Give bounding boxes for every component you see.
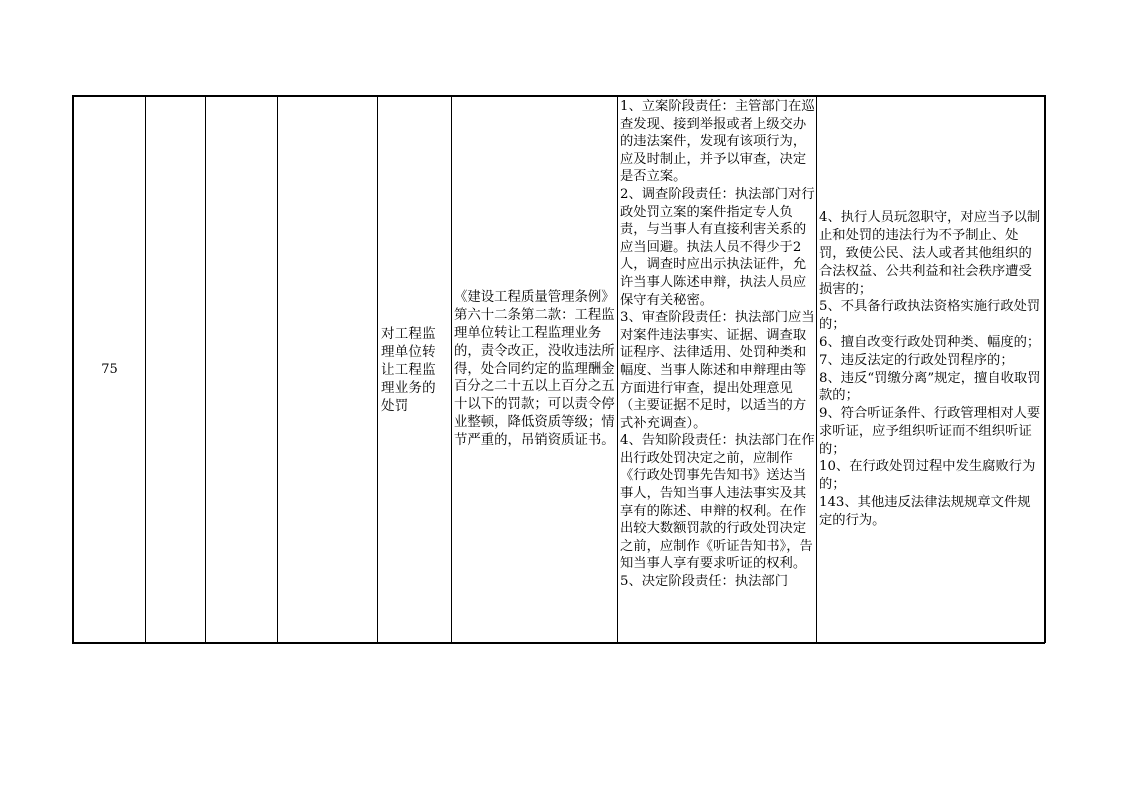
row-number: 75 (101, 361, 118, 377)
table-bottom-border (72, 642, 1045, 644)
item-name-cell (379, 97, 451, 642)
legal-basis-cell (452, 97, 617, 642)
empty-cell-3 (206, 97, 277, 642)
accountability-cell (817, 97, 1044, 642)
row-number-cell (74, 97, 145, 642)
col-divider-4 (377, 95, 378, 643)
responsibility-text: 1、立案阶段责任：主管部门在巡查发现、接到举报或者上级交办的违法案件，发现有该项行为，应及时制止，并予以审查，决定是否立案。 2、调查阶段责任：执法部门对行政处罚立案的案件指定专人负责，与当事人有直接利害关系的应当回避。执法人员不得少于2人，调查时应出示执法证件，允许当事人陈述申辩，执法人员应保守有关秘密。 3、审查阶段责任：执法部门应当对案件违法事实、证据、调查取证程序、法律适用、处罚种类和幅度、当事人陈述和申辩理由等方面进行审查，提出处理意见（主要证据不足时，以适当的方式补充调查）。 4、告知阶段责任：执法部门在作出行政处罚决定之前，应制作《行政处罚事先告知书》送达当事人，告知当事人违法事实及其享有的陈述、申辩的权利。在作出较大数额罚款的行政处罚决定之前，应制作《听证告知书》，告知当事人享有要求听证的权利。 5、决定阶段责任：执法部门 (620, 99, 815, 590)
col-divider-8 (1044, 95, 1046, 643)
responsibility-cell (618, 97, 816, 642)
item-name: 对工程监理单位转让工程监理业务的处罚 (381, 325, 436, 414)
empty-cell-2 (146, 97, 205, 642)
legal-basis: 《建设工程质量管理条例》第六十二条第二款：工程监理单位转让工程监理业务的，责令改正，没收违法所得，处合同约定的监理酬金百分之二十五以上百分之五十以下的罚款；可以责令停业整顿，降低资质等级；情节严重的，吊销资质证书。 (454, 290, 615, 448)
accountability-text: 4、执行人员玩忽职守，对应当予以制止和处罚的违法行为不予制止、处罚，致使公民、法人或者其他组织的合法权益、公共利益和社会秩序遭受损害的； 5、不具备行政执法资格实施行政处罚的； 6、擅自改变行政处罚种类、幅度的； 7、违反法定的行政处罚程序的； 8、违反“罚缴分离”规定，擅自收取罚款的； 9、符合听证条件、行政管理相对人要求听证，应予组织听证而不组织听证的； 10、在行政处罚过程中发生腐败行为的； 143、其他违反法律法规规章文件规定的行为。 (819, 210, 1041, 528)
empty-cell-4 (278, 97, 377, 642)
